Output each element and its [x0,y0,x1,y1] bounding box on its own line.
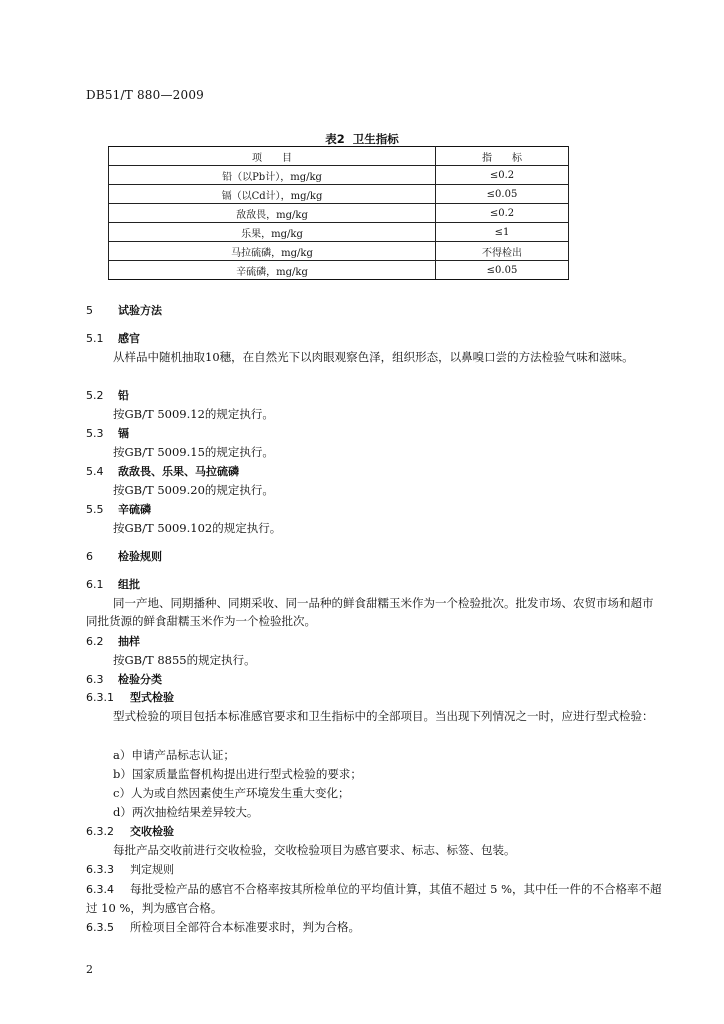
table-row [109,185,569,204]
heading-title: 铅 [118,389,129,402]
hygiene-index-table [108,146,569,280]
list-item: b）国家质量监督机构提出进行型式检验的要求； [113,767,362,781]
heading-title: 镉 [118,427,129,440]
clause-text: 每批受检产品的感官不合格率按其所检单位的平均值计算，其值不超过 5 %，其中任一件的不合格率不超过 10 %，判为感官合格。 [86,882,662,915]
heading-number: 5.3 [86,427,104,440]
table-cell-value: ≤0.05 [436,185,569,204]
table-row [109,223,569,242]
clause-6-3-4 [86,880,662,917]
clause-number: 6.3.4 [86,883,114,896]
clause-number: 6.3.5 [86,921,114,934]
table-cell-item: 马拉硫磷，mg/kg [109,242,436,261]
heading-number: 5 [86,304,93,317]
heading-number: 6 [86,550,93,563]
heading-title: 抽样 [118,635,140,648]
heading-5-4 [86,463,662,481]
heading-number: 5.4 [86,465,104,478]
clause-6-3-5 [86,918,662,937]
paragraph-6-1: 同一产地、同期播种、同期采收、同一品种的鲜食甜糯玉米作为一个检验批次。批发市场、农贸市场和超市同批货源的鲜食甜糯玉米作为一个检验批次。 [86,596,654,628]
table-row [109,166,569,185]
paragraph-5-1: 从样品中随机抽取10穗，在自然光下以肉眼观察色泽，组织形态，以鼻嗅口尝的方法检验气味和滋味。 [113,350,634,364]
heading-title: 试验方法 [118,304,162,317]
standard-code: DB51/T 880—2009 [86,88,205,102]
table-title [0,131,724,147]
table-header-row [109,147,569,166]
heading-6-3 [86,671,662,689]
heading-number: 6.3.3 [86,863,114,876]
table-row [109,242,569,261]
heading-number: 6.3 [86,673,104,686]
heading-title: 检验规则 [118,550,162,563]
table-cell-value: ≤0.2 [436,204,569,223]
heading-5-2 [86,387,662,405]
heading-6-3-3 [86,861,662,879]
table-number: 表2 [325,132,345,146]
heading-6-3-2 [86,823,662,841]
heading-title: 交收检验 [130,825,174,838]
heading-number: 5.1 [86,332,104,345]
table-cell-item: 辛硫磷，mg/kg [109,261,436,280]
list-item: c）人为或自然因素使生产环境发生重大变化； [113,786,350,800]
heading-title: 判定规则 [130,863,174,876]
heading-5-3 [86,425,662,443]
table-cell-value: ≤0.2 [436,166,569,185]
heading-6-3-1 [86,689,662,707]
table-cell-item: 敌敌畏，mg/kg [109,204,436,223]
heading-number: 6.2 [86,635,104,648]
table-caption: 卫生指标 [352,132,399,146]
table-cell-value: 不得检出 [436,242,569,261]
table-row [109,204,569,223]
heading-6-1 [86,576,662,594]
paragraph-6-2: 按GB/T 8855的规定执行。 [113,653,256,667]
heading-5 [86,302,662,320]
paragraph-5-3: 按GB/T 5009.15的规定执行。 [113,445,274,459]
heading-number: 6.3.2 [86,825,114,838]
heading-6-2 [86,633,662,651]
table-cell-item: 铅（以Pb计），mg/kg [109,166,436,185]
heading-number: 5.2 [86,389,104,402]
heading-5-1 [86,330,662,348]
heading-number: 5.5 [86,503,104,516]
paragraph-6-3-1: 型式检验的项目包括本标准感官要求和卫生指标中的全部项目。当出现下列情况之一时，应进行型式检验： [113,709,654,723]
heading-title: 感官 [118,332,140,345]
heading-title: 检验分类 [118,673,162,686]
paragraph-6-3-2: 每批产品交收前进行交收检验，交收检验项目为感官要求、标志、标签、包装。 [113,843,516,857]
table-cell-item: 镉（以Cd计），mg/kg [109,185,436,204]
table-cell-value: ≤0.05 [436,261,569,280]
heading-title: 敌敌畏、乐果、马拉硫磷 [118,465,239,478]
heading-title: 辛硫磷 [118,503,151,516]
list-item: a）申请产品标志认证； [113,748,235,762]
heading-title: 组批 [118,578,140,591]
heading-number: 6.1 [86,578,104,591]
paragraph-5-4: 按GB/T 5009.20的规定执行。 [113,483,274,497]
heading-number: 6.3.1 [86,691,114,704]
clause-text: 所检项目全部符合本标准要求时，判为合格。 [130,920,360,934]
table-cell-value: ≤1 [436,223,569,242]
page-number: 2 [86,963,93,976]
heading-title: 型式检验 [130,691,174,704]
table-cell-item: 乐果，mg/kg [109,223,436,242]
table-row [109,261,569,280]
list-item: d）两次抽检结果差异较大。 [113,805,259,819]
paragraph-5-2: 按GB/T 5009.12的规定执行。 [113,407,274,421]
heading-6 [86,548,662,566]
heading-5-5 [86,501,662,519]
column-header-index: 指 标 [436,147,569,166]
paragraph-5-5: 按GB/T 5009.102的规定执行。 [113,521,282,535]
column-header-item: 项 目 [109,147,436,166]
